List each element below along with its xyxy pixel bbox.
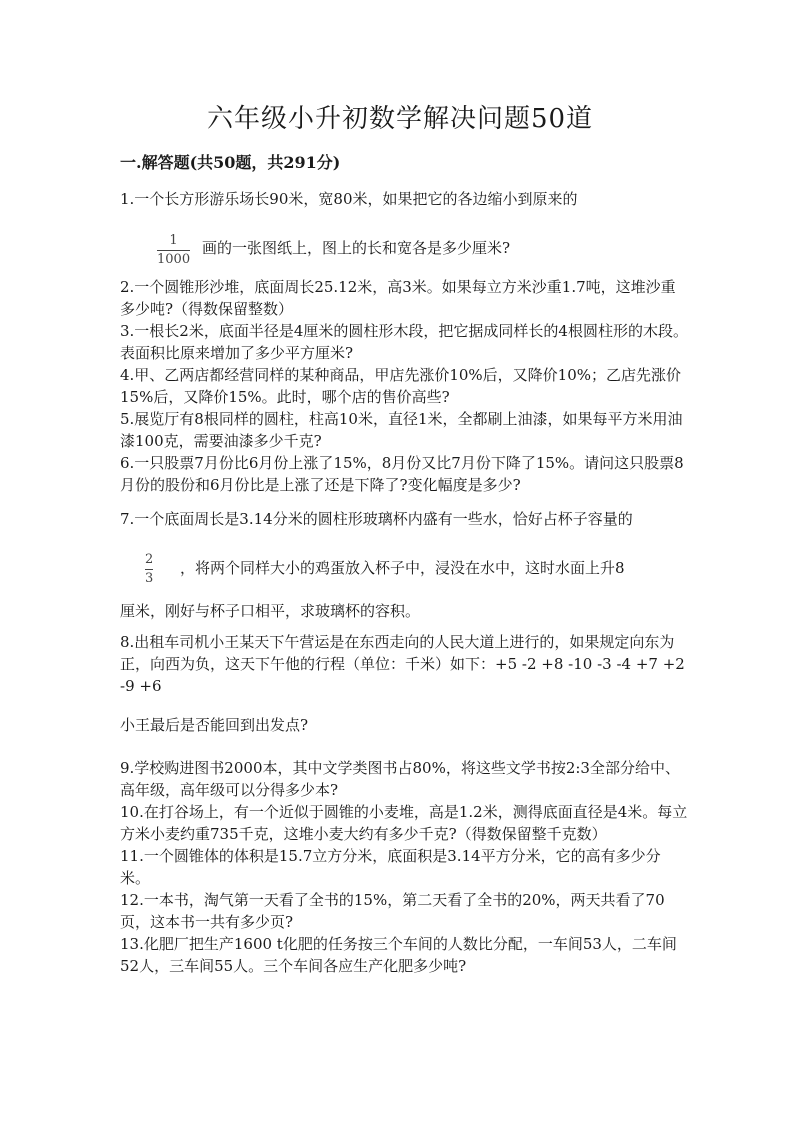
fraction-numerator: 1 [169,233,178,248]
question-13: 13.化肥厂把生产1600 t化肥的任务按三个车间的人数比分配，一车间53人，二车间52人，三车间55人。三个车间各应生产化肥多少吨? [120,935,677,975]
question-2: 2.一个圆锥形沙堆，底面周长25.12米，高3米。如果每立方米沙重1.7吨，这堆沙重多少吨?（得数保留整数） [120,278,676,318]
questions-9-13 [120,757,690,977]
question-7-line2: ，将两个同样大小的鸡蛋放入杯子中，浸没在水中，这时水面上升8 [180,559,625,577]
question-1-line1: 1.一个长方形游乐场长90米，宽80米，如果把它的各边缩小到原来的 [120,190,578,208]
question-4: 4.甲、乙两店都经营同样的某种商品，甲店先涨价10%后，又降价10%；乙店先涨价15%后，又降价15%。此时，哪个店的售价高些? [120,366,681,406]
questions-2-6 [120,276,690,496]
fraction-denominator: 3 [145,571,154,586]
question-7-line1: 7.一个底面周长是3.14分米的圆柱形玻璃杯内盛有一些水，恰好占杯子容量的 [120,510,633,528]
fraction-numerator: 2 [145,552,154,567]
section-heading: 一.解答题(共50题，共291分) [120,153,341,172]
question-1-line2: 画的一张图纸上，图上的长和宽各是多少厘米? [202,239,511,257]
question-5: 5.展览厅有8根同样的圆柱，柱高10米，直径1米，全都刷上油漆，如果每平方米用油漆100克，需要油漆多少千克? [120,410,683,450]
question-7-line3: 厘米，刚好与杯子口相平，求玻璃杯的容积。 [120,602,421,620]
page-title: 六年级小升初数学解决问题50道 [206,104,594,134]
question-9: 9.学校购进图书2000本，其中文学类图书占80%，将这些文学书按2:3全部分给中、高年级，高年级可以分得多少本? [120,759,680,799]
fraction-bar [157,250,190,251]
fraction-bar [145,569,153,570]
question-1-fraction [157,233,190,268]
question-8-ask: 小王最后是否能回到出发点? [120,716,309,734]
question-12: 12.一本书，淘气第一天看了全书的15%，第二天看了全书的20%，两天共看了70页，这本书一共有多少页? [120,891,665,931]
question-7-fraction [145,552,153,587]
question-3: 3.一根长2米，底面半径是4厘米的圆柱形木段，把它据成同样长的4根圆柱形的木段。表面积比原来增加了多少平方厘米? [120,322,688,362]
question-11: 11.一个圆锥体的体积是15.7立方分米，底面积是3.14平方分米，它的高有多少分米。 [120,847,661,887]
question-10: 10.在打谷场上，有一个近似于圆锥的小麦堆，高是1.2米，测得底面直径是4米。每立方米小麦约重735千克，这堆小麦大约有多少千克?（得数保留整千克数） [120,803,688,843]
question-6: 6.一只股票7月份比6月份上涨了15%，8月份又比7月份下降了15%。请问这只股票8月份的股份和6月份比是上涨了还是下降了?变化幅度是多少? [120,454,684,494]
question-8: 8.出租车司机小王某天下午营运是在东西走向的人民大道上进行的，如果规定向东为正，向西为负，这天下午他的行程（单位：千米）如下：+5 -2 +8 -10 -3 -4 +7 +2 -9 +6 [120,633,685,695]
fraction-denominator: 1000 [157,252,191,267]
